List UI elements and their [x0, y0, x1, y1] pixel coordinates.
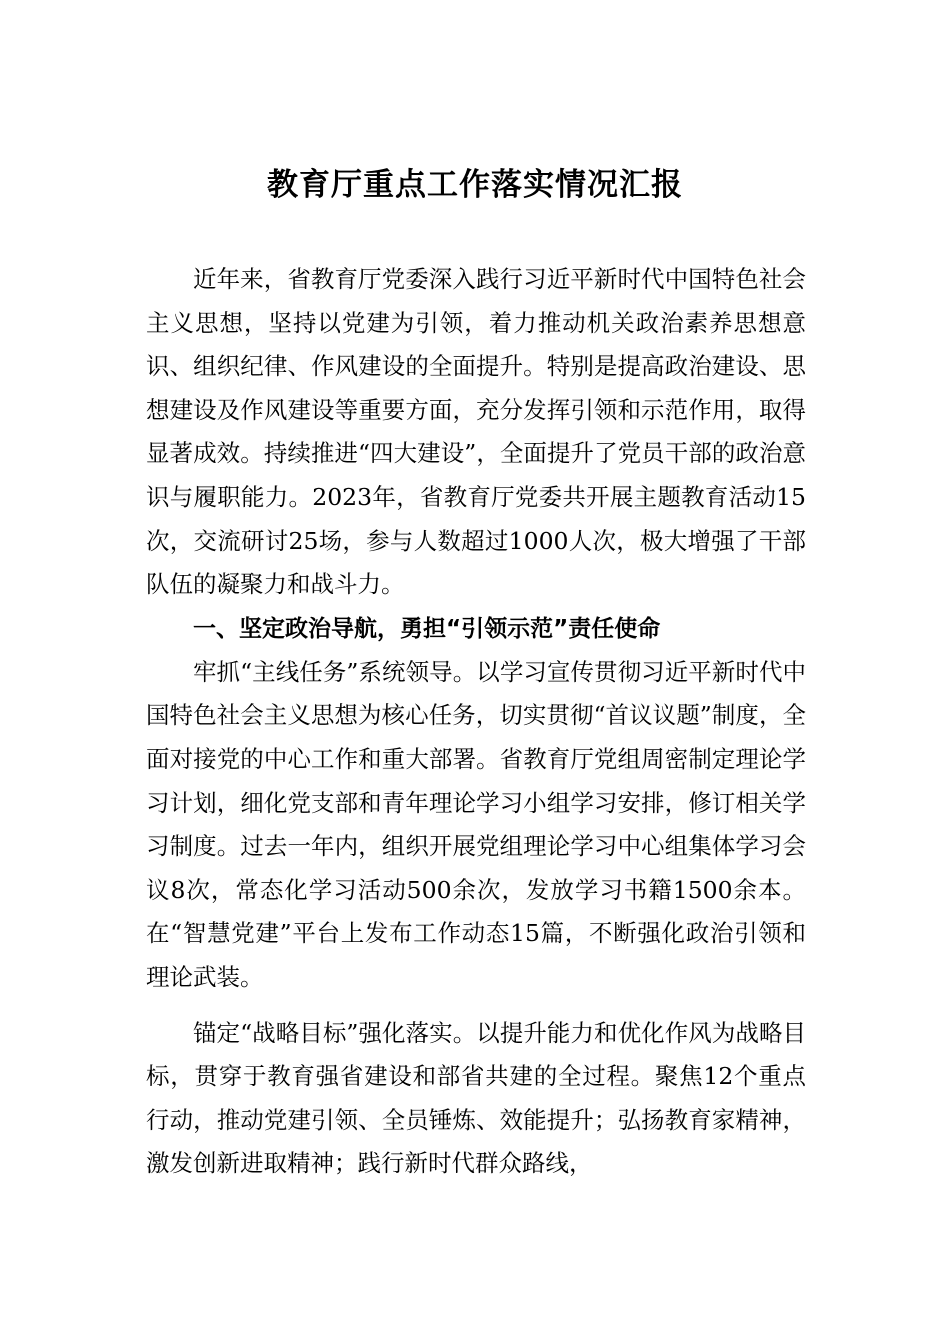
section-1-paragraph-1: 牢抓“主线任务”系统领导。以学习宣传贯彻习近平新时代中国特色社会主义思想为核心任务，切实贯彻“首议议题”制度，全面对接党的中心工作和重大部署。省教育厅党组周密制定理论学习计划，细化党支部和青年理论学习小组学习安排，修订相关学习制度。过去一年内，组织开展党组理论学习中心组集体学习会议8次，常态化学习活动500余次，发放学习书籍1500余本。在“智慧党建”平台上发布工作动态15篇，不断强化政治引领和理论武装。: [146, 657, 806, 991]
section-1-heading: 一、坚定政治导航，勇担“引领示范”责任使命: [193, 615, 661, 642]
section-1-paragraph-2: 锚定“战略目标”强化落实。以提升能力和优化作风为战略目标，贯穿于教育强省建设和部省共建的全过程。聚焦12个重点行动，推动党建引领、全员锤炼、效能提升；弘扬教育家精神，激发创新进取精神；践行新时代群众路线，: [146, 1018, 806, 1178]
document-title: 教育厅重点工作落实情况汇报: [267, 167, 683, 203]
intro-paragraph: 近年来，省教育厅党委深入践行习近平新时代中国特色社会主义思想，坚持以党建为引领，着力推动机关政治素养思想意识、组织纪律、作风建设的全面提升。特别是提高政治建设、思想建设及作风建设等重要方面，充分发挥引领和示范作用，取得显著成效。持续推进“四大建设”，全面提升了党员干部的政治意识与履职能力。2023年，省教育厅党委共开展主题教育活动15次，交流研讨25场，参与人数超过1000人次，极大增强了干部队伍的凝聚力和战斗力。: [146, 265, 806, 599]
document-body: [146, 258, 806, 1186]
